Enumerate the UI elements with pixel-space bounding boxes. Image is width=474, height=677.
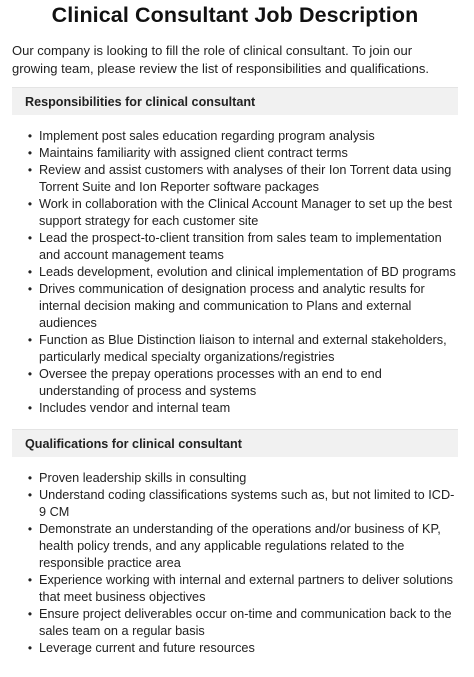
bullet-icon: • bbox=[27, 522, 33, 536]
list-item-text: Ensure project deliverables occur on-time and communication back to the sales team on a regular basis bbox=[39, 607, 452, 638]
bullet-icon: • bbox=[27, 333, 33, 347]
list-item-text: Oversee the prepay operations processes with an end to end understanding of process and systems bbox=[39, 367, 382, 398]
list-item bbox=[27, 400, 458, 417]
list-item bbox=[27, 128, 458, 145]
list-item bbox=[27, 470, 458, 487]
list-item bbox=[27, 366, 458, 400]
bullet-icon: • bbox=[27, 471, 33, 485]
list-item-text: Maintains familiarity with assigned client contract terms bbox=[39, 146, 348, 160]
bullet-icon: • bbox=[27, 129, 33, 143]
list-item-text: Leverage current and future resources bbox=[39, 641, 255, 655]
bullet-icon: • bbox=[27, 367, 33, 381]
list-item bbox=[27, 606, 458, 640]
bullet-icon: • bbox=[27, 282, 33, 296]
list-item-text: Proven leadership skills in consulting bbox=[39, 471, 247, 485]
bullet-icon: • bbox=[27, 197, 33, 211]
qualifications-list bbox=[12, 470, 458, 657]
qualifications-heading: Qualifications for clinical consultant bbox=[12, 429, 458, 457]
list-item bbox=[27, 196, 458, 230]
list-item-text: Work in collaboration with the Clinical Account Manager to set up the best support strategy for each customer site bbox=[39, 197, 453, 228]
list-item-text: Experience working with internal and external partners to deliver solutions that meet business objectives bbox=[39, 573, 453, 604]
bullet-icon: • bbox=[27, 163, 33, 177]
list-item bbox=[27, 281, 458, 332]
bullet-icon: • bbox=[27, 488, 33, 502]
bullet-icon: • bbox=[27, 401, 33, 415]
list-item bbox=[27, 572, 458, 606]
list-item-text: Review and assist customers with analyses of their Ion Torrent data using Torrent Suite and Ion Reporter software packages bbox=[39, 163, 452, 194]
list-item-text: Understand coding classifications systems such as, but not limited to ICD-9 CM bbox=[39, 488, 455, 519]
list-item-text: Drives communication of designation process and analytic results for internal decision making and communication to Plans and external audiences bbox=[39, 282, 425, 330]
list-item bbox=[27, 230, 458, 264]
list-item bbox=[27, 162, 458, 196]
bullet-icon: • bbox=[27, 265, 33, 279]
list-item bbox=[27, 145, 458, 162]
list-item-text: Lead the prospect-to-client transition from sales team to implementation and account management teams bbox=[39, 231, 442, 262]
list-item-text: Includes vendor and internal team bbox=[39, 401, 231, 415]
list-item-text: Implement post sales education regarding program analysis bbox=[39, 129, 375, 143]
list-item-text: Leads development, evolution and clinical implementation of BD programs bbox=[39, 265, 456, 279]
page-title: Clinical Consultant Job Description bbox=[51, 3, 419, 27]
list-item bbox=[27, 264, 458, 281]
list-item bbox=[27, 332, 458, 366]
bullet-icon: • bbox=[27, 641, 33, 655]
bullet-icon: • bbox=[27, 573, 33, 587]
list-item bbox=[27, 640, 458, 657]
responsibilities-list bbox=[12, 128, 458, 417]
responsibilities-heading: Responsibilities for clinical consultant bbox=[12, 87, 458, 115]
list-item-text: Demonstrate an understanding of the operations and/or business of KP, health policy trends, and any applicable regulations related to the responsible practice area bbox=[39, 522, 441, 570]
bullet-icon: • bbox=[27, 146, 33, 160]
bullet-icon: • bbox=[27, 607, 33, 621]
list-item bbox=[27, 487, 458, 521]
bullet-icon: • bbox=[27, 231, 33, 245]
list-item bbox=[27, 521, 458, 572]
list-item-text: Function as Blue Distinction liaison to internal and external stakeholders, particularly medical specialty organizations/registries bbox=[39, 333, 447, 364]
intro-paragraph: Our company is looking to fill the role of clinical consultant. To join our growing team, please review the list of responsibilities and qualifications. bbox=[12, 43, 429, 76]
